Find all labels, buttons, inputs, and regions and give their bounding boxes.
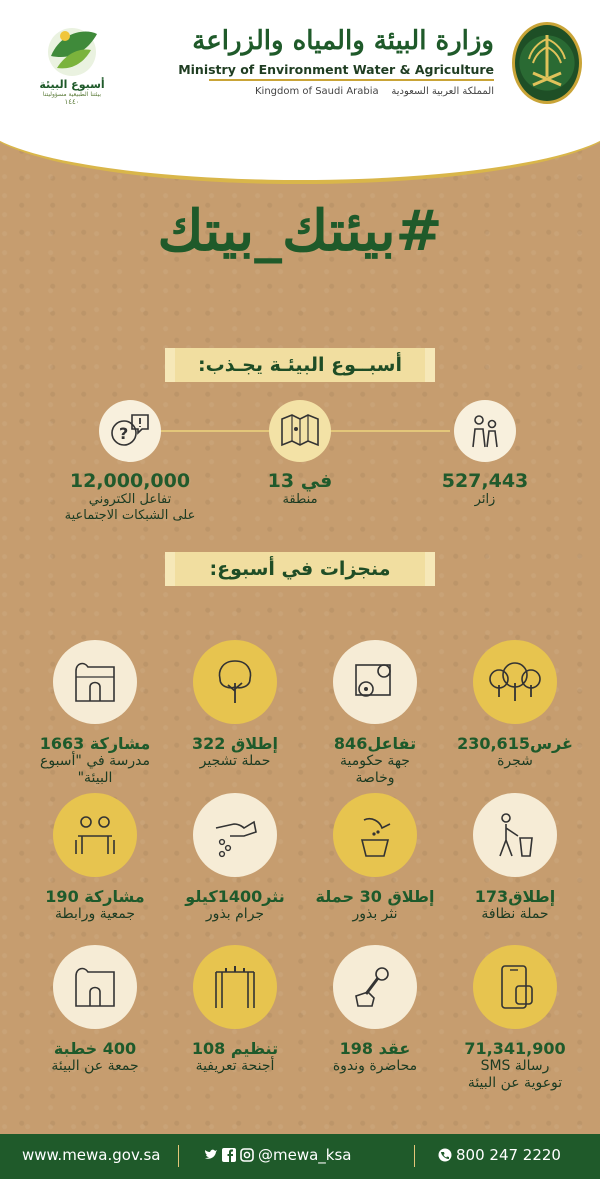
stat-interactions-label-2: على الشبكات الاجتماعية — [64, 508, 196, 523]
achievement-seeds-scattered — [165, 793, 305, 923]
achievement-associations — [25, 793, 165, 923]
achievement-subtitle: جهة حكومية — [340, 753, 410, 769]
website-link[interactable]: www.mewa.gov.sa — [22, 1146, 161, 1164]
week-logo-year: ١٤٤٠ — [64, 98, 80, 106]
tree-icon — [193, 640, 277, 724]
footer-divider — [414, 1145, 415, 1167]
instagram-icon[interactable] — [240, 1148, 254, 1162]
mosque-icon — [53, 945, 137, 1029]
meeting-icon — [53, 793, 137, 877]
achievement-title: عقد 198 — [339, 1039, 411, 1058]
phone-number-text: 800 247 2220 — [456, 1146, 561, 1164]
achievement-subtitle: جمعية ورابطة — [55, 906, 135, 922]
achievement-cleaning-campaigns — [445, 793, 585, 923]
gears-icon — [333, 640, 417, 724]
achievement-seed-campaigns — [305, 793, 445, 923]
achievement-title: 71,341,900 — [464, 1039, 566, 1058]
social-handle-text: @mewa_ksa — [258, 1146, 352, 1164]
achievement-title: تنظيم 108 — [191, 1039, 279, 1058]
achievement-trees-planted — [445, 640, 585, 770]
attracts-heading: أسبــوع البيئـة يجـذب: — [165, 348, 435, 382]
header-divider — [209, 79, 494, 81]
achievement-title: مشاركة 190 — [45, 887, 145, 906]
trash-icon — [473, 793, 557, 877]
achievement-title: غرس230,615 — [457, 734, 573, 753]
environment-week-logo — [36, 22, 108, 122]
phone-call-icon — [438, 1148, 452, 1162]
achievement-sms — [445, 945, 585, 1092]
achievement-sermons — [25, 945, 165, 1075]
stat-visitors-label: زائر — [474, 492, 496, 507]
achievement-subtitle-2: توعوية عن البيئة — [467, 1075, 563, 1091]
stat-regions-value: في 13 — [267, 470, 333, 492]
achievement-title: 400 خطبة — [53, 1039, 137, 1058]
pavilion-icon — [193, 945, 277, 1029]
achievement-schools — [25, 640, 165, 787]
stat-interactions-value: 12,000,000 — [69, 470, 191, 492]
achievement-subtitle: نثر بذور — [352, 906, 398, 922]
footer — [0, 1134, 600, 1179]
achievement-pavilions — [165, 945, 305, 1075]
hashtag-title: #بيئتك_بيتك — [157, 198, 443, 264]
school-icon — [53, 640, 137, 724]
kingdom-english: Kingdom of Saudi Arabia — [254, 86, 379, 97]
trees-icon — [473, 640, 557, 724]
seed-cup-icon — [333, 793, 417, 877]
facebook-icon[interactable] — [222, 1148, 236, 1162]
achievement-title: مشاركة 1663 — [39, 734, 151, 753]
kingdom-arabic: المملكة العربية السعودية — [391, 86, 494, 97]
achievement-entities — [305, 640, 445, 787]
achievement-subtitle: جرام بذور — [205, 906, 265, 922]
hand-seeds-icon — [193, 793, 277, 877]
chat-question-icon — [99, 400, 161, 462]
achievement-subtitle: أجنحة تعريفية — [195, 1058, 275, 1074]
footer-divider — [178, 1145, 179, 1167]
stat-interactions — [45, 400, 215, 524]
achievement-title: إطلاق 322 — [192, 734, 278, 753]
achievement-lectures — [305, 945, 445, 1075]
stat-visitors-value: 527,443 — [441, 470, 529, 492]
leaf-logo-icon — [41, 22, 103, 78]
phone-number[interactable] — [438, 1146, 561, 1164]
microphone-icon — [333, 945, 417, 1029]
achievement-subtitle: محاضرة وندوة — [332, 1058, 418, 1074]
kingdom-line — [255, 86, 494, 97]
achievement-title: إطلاق 30 حملة — [315, 887, 435, 906]
ministry-emblem-icon — [512, 22, 582, 104]
achievement-subtitle: شجرة — [497, 753, 533, 769]
achievement-title: نثر1400كيلو — [185, 887, 285, 906]
header-curve — [0, 120, 600, 184]
achievement-subtitle-2: وخاصة — [355, 770, 395, 786]
phone-icon — [473, 945, 557, 1029]
stat-regions-label: منطقة — [282, 492, 318, 507]
achievement-subtitle: حملة تشجير — [199, 753, 271, 769]
achievement-planting-campaigns — [165, 640, 305, 770]
stat-regions — [215, 400, 385, 508]
ministry-name-english: Ministry of Environment Water & Agriculture — [178, 62, 494, 77]
achievement-subtitle: جمعة عن البيئة — [51, 1058, 139, 1074]
achievement-subtitle: مدرسة في "أسبوع البيئة" — [40, 753, 150, 786]
map-icon — [269, 400, 331, 462]
achievement-title: إطلاق173 — [474, 887, 556, 906]
achievements-heading: منجزات في أسبوع: — [165, 552, 435, 586]
ministry-name-arabic: وزارة البيئة والمياه والزراعة — [192, 26, 494, 56]
achievement-subtitle: حملة نظافة — [481, 906, 549, 922]
social-handle[interactable] — [204, 1146, 352, 1164]
week-logo-tagline: بيئتنا الطبيعية مسؤوليتنا — [42, 91, 102, 98]
week-logo-title: أسبوع البيئة — [39, 78, 105, 91]
achievement-title: تفاعل846 — [333, 734, 417, 753]
stat-visitors — [400, 400, 570, 508]
svg-text:?: ? — [119, 424, 129, 443]
visitors-icon — [454, 400, 516, 462]
stat-interactions-label: تفاعل الكتروني — [88, 492, 172, 507]
twitter-icon[interactable] — [204, 1148, 218, 1162]
achievement-subtitle: رسالة SMS — [480, 1058, 550, 1074]
